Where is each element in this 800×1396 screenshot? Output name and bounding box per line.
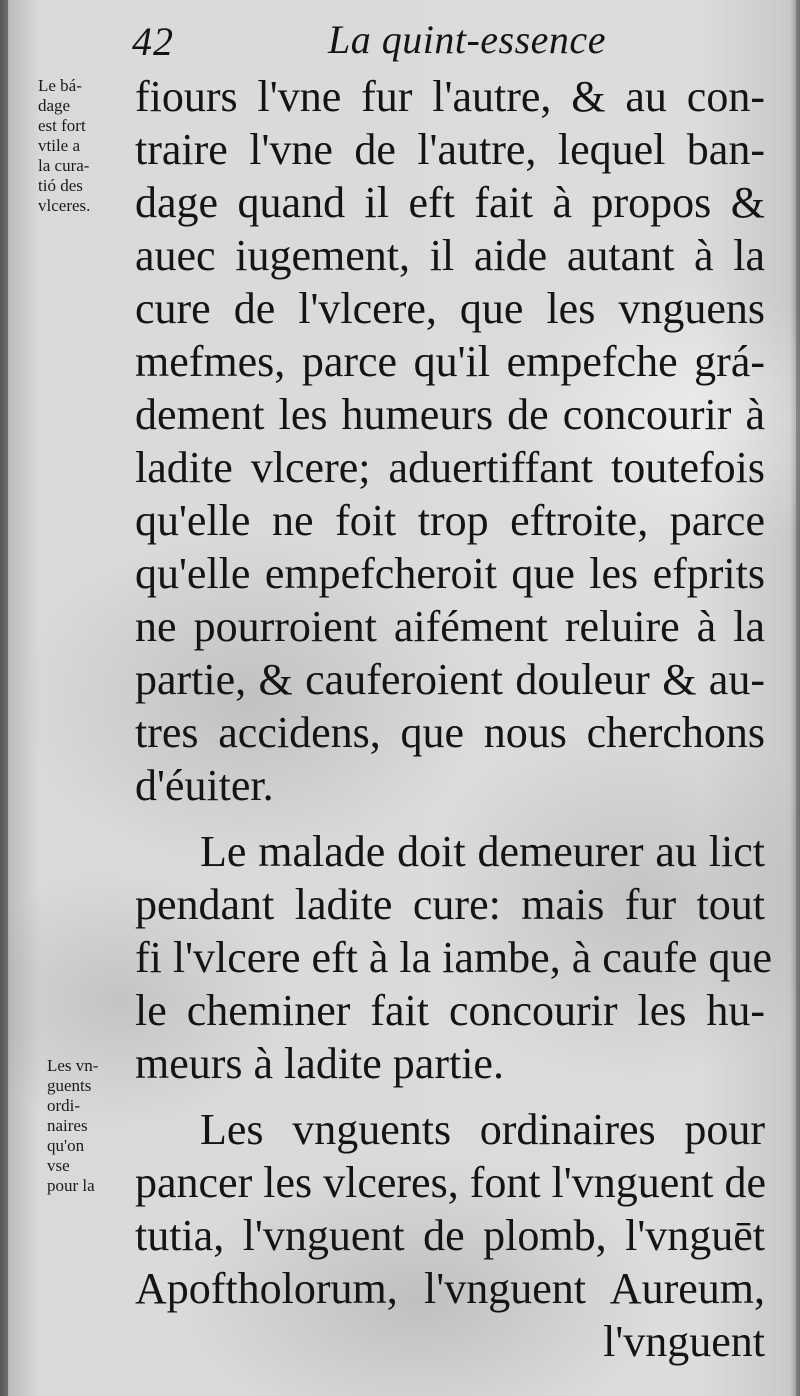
text-line: fi l'vlcere eft à la iambe, à caufe que [135,933,772,982]
margin-note-line: vtile a [38,136,81,155]
catchword: l'vnguent [603,1317,765,1366]
margin-note-line: Le bá- [38,76,82,95]
margin-note-line: naires [47,1116,88,1135]
margin-note-line: guents [47,1076,92,1095]
text-line: pancer les vlceres, font l'vnguent de [135,1158,767,1207]
paragraph-first-line: Le malade doit demeurer au lict [200,827,765,876]
text-line: le cheminer fait concourir les hu- [135,986,765,1035]
text-line: traire l'vne de l'autre, lequel ban- [135,125,765,174]
page-right-edge-shadow [796,0,800,1396]
text-line: qu'elle ne foit trop eftroite, parce [135,496,765,545]
text-line: dement les humeurs de concourir à [135,390,765,439]
text-line: pendant ladite cure: mais fur tout [135,880,765,929]
margin-note-line: la cura- [38,156,90,175]
margin-note-line: pour la [47,1176,95,1195]
text-line: meurs à ladite partie. [135,1039,504,1088]
margin-note-line: Les vn- [47,1056,99,1075]
text-line: ne pourroient aifément reluire à la [135,602,765,651]
text-line: ladite vlcere; aduertiffant toutefois [135,443,765,492]
text-line: qu'elle empefcheroit que les efprits [135,549,765,598]
page-header [0,10,800,70]
text-line: d'éuiter. [135,761,274,810]
text-line: auec iugement, il aide autant à la [135,231,765,280]
paragraph-gap [135,812,765,825]
margin-note-line: dage [38,96,71,115]
page-left-edge-shadow [0,0,8,1396]
text-line: mefmes, parce qu'il empefche grá- [135,337,765,386]
margin-note-line: qu'on [47,1136,85,1155]
text-line: cure de l'vlcere, que les vnguens [135,284,765,333]
text-line: dage quand il eft fait à propos & [135,178,765,227]
paragraph-gap [135,1090,765,1103]
text-line: fiours l'vne fur l'autre, & au con- [135,72,765,121]
margin-note-line: ordi- [47,1096,81,1115]
text-line: tres accidens, que nous cherchons [135,708,765,757]
margin-note-line: vse [47,1156,70,1175]
page-number: 42 [132,19,174,64]
margin-note-bandage [38,76,133,216]
margin-note-ointments [47,1056,137,1196]
margin-note-line: tió des [38,176,83,195]
text-line: tutia, l'vnguent de plomb, l'vnguēt [135,1211,765,1260]
text-line: partie, & cauferoient douleur & au- [135,655,765,704]
paragraph-first-line: Les vnguents ordinaires pour [200,1105,765,1154]
body-text [135,70,772,1368]
text-line: Apoftholorum, l'vnguent Aureum, [135,1264,765,1313]
running-title: La quint-essence [328,17,606,62]
margin-note-line: vlceres. [38,196,91,215]
margin-note-line: est fort [38,116,86,135]
